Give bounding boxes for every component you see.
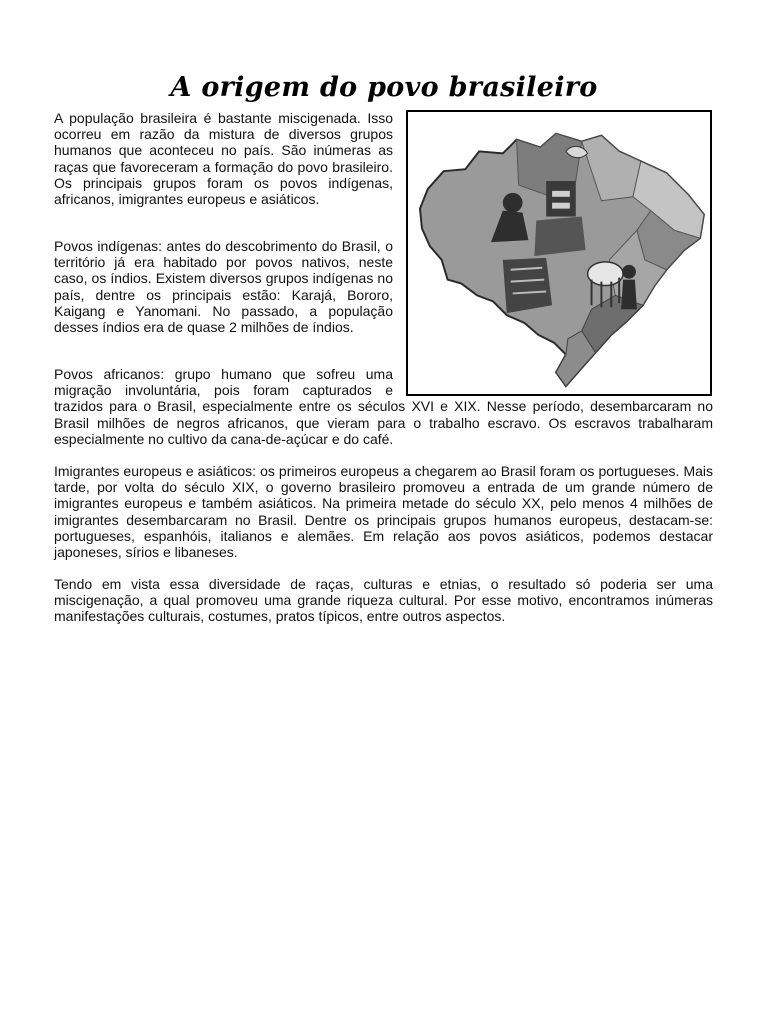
intro-paragraph: A população brasileira é bastante miscigenada. Isso ocorreu em razão da mistura de diversos grupos humanos que aconteceu no país. São inúmeras as raças que favoreceram a formação do povo brasileiro. Os principais grupos foram os povos indígenas, africanos, imigrantes europeus e asiáticos. (54, 110, 393, 208)
african-paragraph-line-2: migração involuntária, pois foram capturados e (54, 382, 393, 399)
african-paragraph-rest: trazidos para o Brasil, especialmente entre os séculos XVI e XIX. Nesse período, desembarcaram no Brasil milhões de negros africanos, que vieram para o trabalho escravo. Os escravos trabalharam especialmente no cultivo da cana-de-açúcar e do café. (54, 398, 713, 447)
immigrants-paragraph: Imigrantes europeus e asiáticos: os primeiros europeus a chegarem ao Brasil foram os portugueses. Mais tarde, por volta do século XIX, o governo brasileiro promoveu a entrada de um grande número de imigrantes europeus e também asiáticos. Na primeira metade do século XX, pelo menos 4 milhões de imigrantes desembarcaram no Brasil. Dentre os principais grupos humanos europeus, destacam-se: portugueses, espanhóis, italianos e alemães. Em relação aos povos asiáticos, podemos destacar japoneses, sírios e libaneses. (54, 463, 713, 561)
brazil-map-icon (408, 112, 710, 394)
african-paragraph-line-1: Povos africanos: grupo humano que sofreu uma (54, 366, 393, 382)
brazil-map-illustration (406, 110, 712, 396)
page-title: A origem do povo brasileiro (170, 72, 598, 104)
indigenous-paragraph: Povos indígenas: antes do descobrimento do Brasil, o território já era habitado por povos nativos, neste caso, os índios. Existem diversos grupos indígenas no país, dentre os principais estão: Karajá, Bororo, Kaigang e Yanomani. No passado, a população desses índios era de quase 2 milhões de índios. (54, 238, 393, 336)
conclusion-paragraph: Tendo em vista essa diversidade de raças, culturas e etnias, o resultado só poderia ser uma miscigenação, a qual promoveu uma grande riqueza cultural. Por esse motivo, encontramos inúmeras manifestações culturais, costumes, pratos típicos, entre outros aspectos. (54, 576, 713, 625)
african-paragraph (54, 366, 713, 447)
